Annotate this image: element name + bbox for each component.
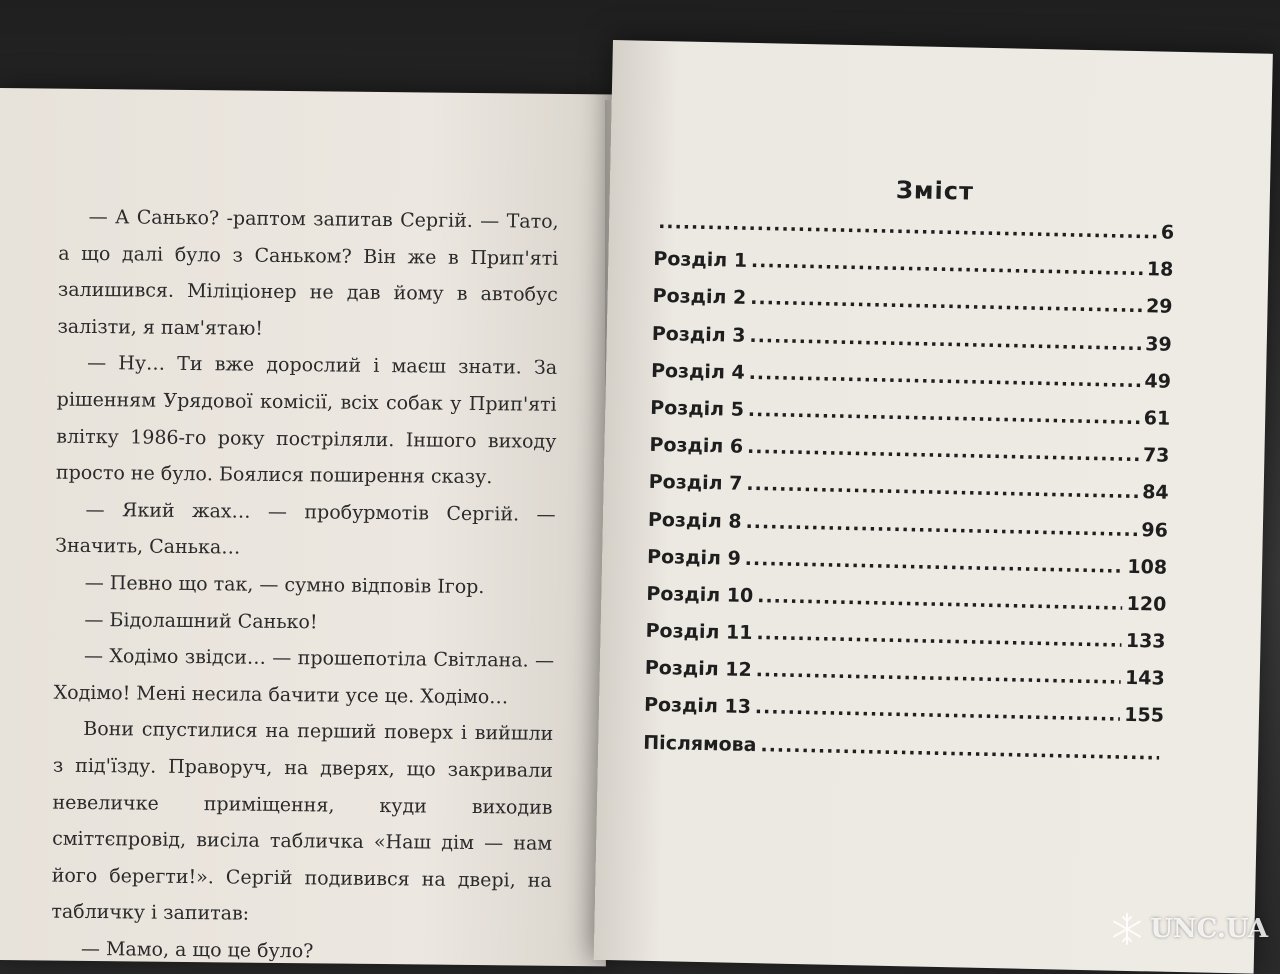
right-page — [594, 40, 1273, 974]
toc-entry-page: 96 — [1141, 518, 1169, 542]
story-paragraph: — Який жах… — пробурмотів Сергій. — Значить, Санька… — [55, 498, 556, 559]
toc-entry-label: Розділ 3 — [651, 322, 746, 347]
toc-entry-page: 29 — [1145, 295, 1173, 319]
toc-entry-page: 120 — [1126, 592, 1167, 616]
toc-entry-label: Розділ 11 — [645, 619, 753, 645]
table-of-contents — [643, 171, 1175, 780]
toc-entry-page: 133 — [1125, 629, 1166, 653]
toc-entry-page: 6 — [1160, 221, 1175, 244]
toc-entry-page: 143 — [1124, 667, 1165, 690]
story-paragraph: — Ходімо звідси… — прошепотіла Світлана. — Ходімо! Мені несила бачити усе це. Ходімо… — [53, 645, 555, 709]
toc-title: Зміст — [895, 175, 975, 206]
toc-entry-page: 84 — [1141, 481, 1169, 505]
site-watermark — [1110, 912, 1268, 946]
toc-entry-label: Розділ 5 — [650, 396, 745, 421]
toc-entry-leader — [658, 211, 1157, 243]
toc-entry-label: Розділ 8 — [647, 508, 742, 533]
toc-entry-page: 49 — [1144, 369, 1172, 393]
toc-entry-page: 61 — [1143, 407, 1171, 430]
toc-entry-label: Розділ 1 — [653, 248, 748, 273]
story-paragraph: — Бідолашний Санько! — [84, 608, 318, 633]
toc-entry-label: Післямова — [643, 731, 757, 756]
toc-entry-label: Розділ 9 — [646, 545, 742, 570]
watermark-text: UNC.UA — [1150, 914, 1268, 944]
left-page — [0, 88, 615, 966]
story-paragraph: Вони спустилися на перший поверх і вийшли з під'їзду. Праворуч, на дверях, що закривали невеличке приміщення, куди виходив сміттєпровід, висіла табличка «Наш дім — нам його берегти!». Сергій подивився на двері, на табличку і запитав: — [51, 718, 554, 925]
toc-entry-label: Розділ 12 — [644, 657, 752, 682]
toc-entry-page: 155 — [1124, 704, 1165, 728]
toc-entry-page: 18 — [1146, 258, 1174, 281]
story-paragraph: — Мамо, а що це було? — [80, 937, 314, 963]
toc-entry-label: Розділ 4 — [650, 359, 745, 384]
toc-entry-label: Розділ 7 — [648, 471, 743, 496]
toc-entry-label: Розділ 6 — [649, 433, 744, 458]
toc-entry-label: Розділ 10 — [646, 582, 754, 607]
story-paragraph: — Певно що так, — сумно відповів Ігор. — [84, 571, 485, 599]
story-paragraph: — Ну… Ти вже дорослий і маєш знати. За рішенням Урядової комісії, всіх собак у Прип'яті влітку 1986-го року постріляли. Іншого виходу просто не було. Боялися поширення сказу. — [55, 352, 558, 489]
toc-entry-page: 73 — [1142, 444, 1170, 467]
story-paragraph: — А Санько? -раптом запитав Сергій. — Тато, а що далі було з Саньком? Він же в Прип'яті залишився. Міліціонер не дав йому в автобус залізти, я пам'ятаю! — [57, 205, 559, 340]
toc-list — [643, 211, 1175, 780]
toc-entry-label: Розділ 13 — [643, 694, 752, 719]
toc-entry-label: Розділ 2 — [652, 285, 747, 310]
snowflake-icon — [1110, 912, 1144, 946]
story-text — [51, 199, 559, 973]
toc-entry-page: 39 — [1145, 332, 1172, 356]
toc-entry-page: 108 — [1127, 555, 1168, 579]
